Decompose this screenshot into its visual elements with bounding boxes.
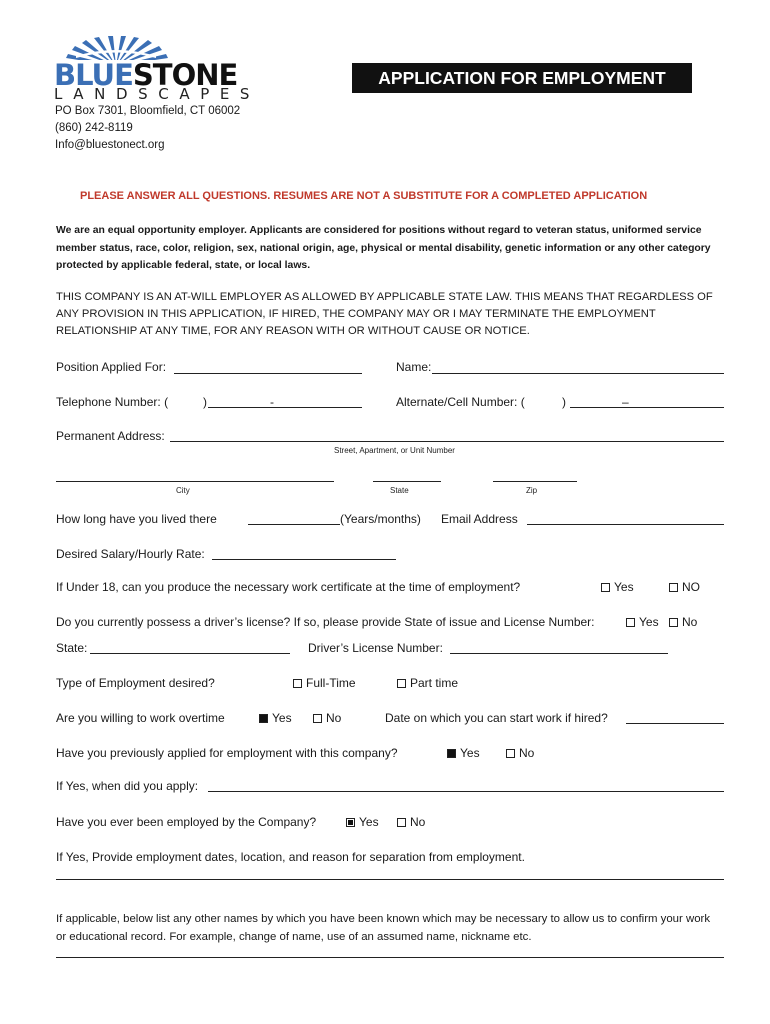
state-input[interactable] [373, 481, 441, 482]
position-label: Position Applied For: [56, 360, 167, 374]
start-date-input[interactable] [626, 723, 724, 724]
prev-employed-yes-label: Yes [359, 815, 379, 829]
overtime-yes-label: Yes [272, 711, 292, 725]
license-no-option[interactable] [669, 615, 697, 629]
license-question: Do you currently possess a driver’s license? If so, please provide State of issue and License Number: [56, 615, 595, 629]
employment-type-question: Type of Employment desired? [56, 676, 215, 690]
logo-word-stone: STONE [132, 58, 238, 92]
telephone-input[interactable] [208, 407, 362, 408]
other-names-label: If applicable, below list any other names by which you have been known which may be necessary to allow us to confirm your work or educational record. For example, change of name, use of an assumed name, nickname etc. [56, 913, 711, 943]
residence-duration-label: How long have you lived there [56, 512, 217, 526]
under18-yes-label: Yes [614, 580, 634, 594]
license-no-checkbox[interactable] [669, 618, 678, 627]
alt-phone-dash: – [622, 395, 629, 409]
part-time-label: Part time [410, 676, 459, 690]
zip-caption: Zip [526, 486, 538, 495]
prev-employed-yes-checkbox[interactable] [346, 818, 355, 827]
alt-phone-label: Alternate/Cell Number: ( [396, 395, 525, 409]
telephone-paren: ) [203, 395, 207, 409]
overtime-no-checkbox[interactable] [313, 714, 322, 723]
salary-input[interactable] [212, 559, 396, 560]
alt-phone-paren: ) [562, 395, 566, 409]
full-time-label: Full-Time [306, 676, 356, 690]
under18-yes-checkbox[interactable] [601, 583, 610, 592]
logo-subtitle: LANDSCAPES [54, 85, 261, 103]
zip-input[interactable] [493, 481, 577, 482]
license-state-label: State: [56, 641, 88, 655]
under18-no-checkbox[interactable] [669, 583, 678, 592]
under18-no-label: NO [682, 580, 700, 594]
street-caption: Street, Apartment, or Unit Number [334, 446, 455, 455]
employment-details-label: If Yes, Provide employment dates, location, and reason for separation from employment. [56, 850, 525, 864]
license-yes-checkbox[interactable] [626, 618, 635, 627]
name-input[interactable] [432, 373, 724, 374]
start-date-label: Date on which you can start work if hired? [385, 711, 608, 725]
license-number-input[interactable] [450, 653, 668, 654]
position-input[interactable] [174, 373, 362, 374]
overtime-question: Are you willing to work overtime [56, 711, 225, 725]
overtime-no-option[interactable] [313, 711, 341, 725]
email-input[interactable] [527, 524, 724, 525]
license-number-label: Driver’s License Number: [308, 641, 443, 655]
license-yes-option[interactable] [626, 615, 659, 629]
prev-employed-no-checkbox[interactable] [397, 818, 406, 827]
prev-employed-yes-option[interactable] [346, 815, 379, 829]
part-time-option[interactable] [397, 676, 458, 690]
address-label: Permanent Address: [56, 429, 165, 443]
other-names-input[interactable] [56, 957, 724, 958]
years-months-label: (Years/months) [340, 512, 421, 526]
company-email: Info@bluestonect.org [55, 139, 165, 151]
form-title: APPLICATION FOR EMPLOYMENT [352, 63, 692, 93]
company-phone: (860) 242-8119 [55, 122, 133, 134]
prev-applied-yes-option[interactable] [447, 746, 480, 760]
address-input[interactable] [170, 441, 724, 442]
email-label: Email Address [441, 512, 518, 526]
logo-word-blue: BLUE [54, 58, 133, 92]
at-will-statement: THIS COMPANY IS AN AT-WILL EMPLOYER AS ALLOWED BY APPLICABLE STATE LAW. THIS MEANS THAT REGARDLESS OF ANY PROVISION IN THIS APPLICATION, IF HIRED, THE COMPANY MAY OR I MAY TERMINATE THE EMPLOYMENT RELATIONSHIP AT ANY TIME, FOR ANY REASON WITH OR WITHOUT CAUSE OR NOTICE. [56, 291, 713, 337]
alt-phone-input[interactable] [570, 407, 724, 408]
company-address: PO Box 7301, Bloomfield, CT 06002 [55, 105, 241, 117]
employment-details-input[interactable] [56, 879, 724, 880]
under18-question: If Under 18, can you produce the necessary work certificate at the time of employment? [56, 580, 521, 594]
name-label: Name: [396, 360, 432, 374]
eeo-statement: We are an equal opportunity employer. Applicants are considered for positions without regard to veteran status, uniformed service member status, race, color, religion, sex, national origin, age, physical or mental disability, genetic information or any other category protected by applicable federal, state, or local laws. [56, 225, 711, 271]
city-input[interactable] [56, 481, 334, 482]
overtime-no-label: No [326, 711, 342, 725]
prev-applied-question: Have you previously applied for employment with this company? [56, 746, 398, 760]
prev-applied-no-option[interactable] [506, 746, 534, 760]
telephone-dash: - [270, 395, 274, 409]
overtime-yes-option[interactable] [259, 711, 292, 725]
warning-notice: PLEASE ANSWER ALL QUESTIONS. RESUMES ARE NOT A SUBSTITUTE FOR A COMPLETED APPLICATION [80, 190, 648, 202]
prev-employed-question: Have you ever been employed by the Company? [56, 815, 317, 829]
license-state-input[interactable] [90, 653, 290, 654]
prev-applied-yes-label: Yes [460, 746, 480, 760]
when-applied-label: If Yes, when did you apply: [56, 779, 199, 793]
salary-label: Desired Salary/Hourly Rate: [56, 547, 205, 561]
overtime-yes-checkbox[interactable] [259, 714, 268, 723]
prev-applied-no-label: No [519, 746, 535, 760]
under18-yes-option[interactable] [601, 580, 634, 594]
company-logo [54, 36, 300, 102]
prev-applied-yes-checkbox[interactable] [447, 749, 456, 758]
license-no-label: No [682, 615, 698, 629]
prev-applied-no-checkbox[interactable] [506, 749, 515, 758]
prev-employed-no-label: No [410, 815, 426, 829]
under18-no-option[interactable] [669, 580, 700, 594]
part-time-checkbox[interactable] [397, 679, 406, 688]
prev-employed-no-option[interactable] [397, 815, 425, 829]
license-yes-label: Yes [639, 615, 659, 629]
state-caption: State [390, 486, 409, 495]
telephone-label: Telephone Number: ( [56, 395, 169, 409]
full-time-checkbox[interactable] [293, 679, 302, 688]
residence-duration-input[interactable] [248, 524, 340, 525]
city-caption: City [176, 486, 190, 495]
full-time-option[interactable] [293, 676, 356, 690]
when-applied-input[interactable] [208, 791, 724, 792]
